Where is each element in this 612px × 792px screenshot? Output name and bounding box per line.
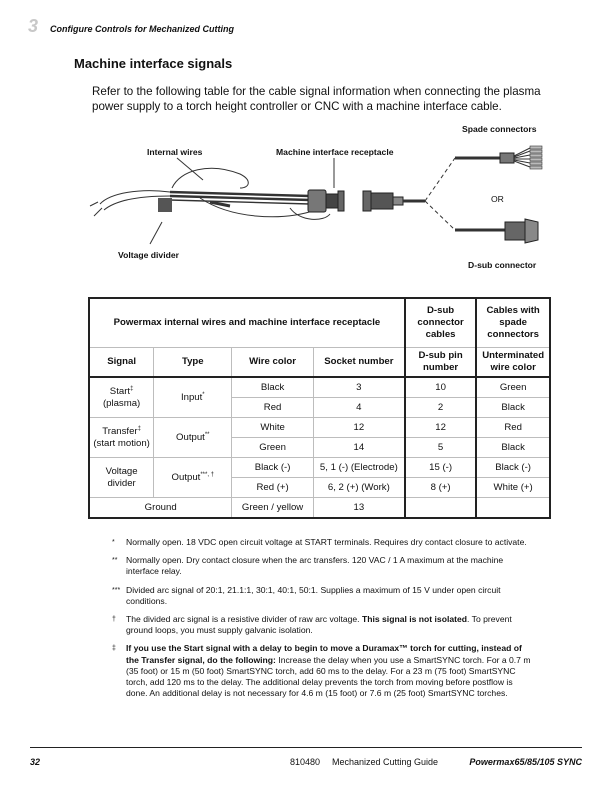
footnote (112, 537, 532, 548)
dsub-connector-cable (455, 219, 538, 243)
footnote-text: Divided arc signal of 20:1, 21.1:1, 30:1, 40:1, 50:1. Supplies a maximum of 15 V under open circuit conditions. (126, 584, 501, 606)
or-label: OR (491, 194, 504, 204)
dsub-pin-cell: 8 (+) (405, 478, 476, 498)
unterminated-cell: White (+) (476, 478, 550, 498)
wire-color-cell: Red (+) (232, 478, 313, 498)
signal-transfer: Transfer‡ (start motion) (89, 418, 154, 458)
type-output: Output** (154, 418, 232, 458)
doc-number: 810480 (290, 757, 321, 767)
footnote-mark: * (112, 539, 115, 546)
unterminated-cell: Green (476, 377, 550, 398)
page-number: 32 (30, 757, 41, 767)
col-socket-number: Socket number (313, 348, 405, 378)
dsub-cables-header: D-sub connector cables (405, 298, 476, 348)
footnote-mark: *** (112, 586, 121, 594)
signal-start: Start‡ (plasma) (89, 377, 154, 418)
footnote-text: Normally open. Dry contact closure when the arc transfers. 120 VAC / 1 A maximum at the machine interface relay. (126, 555, 504, 577)
receptacle-connector (308, 190, 344, 212)
footnote-text: Normally open. 18 VDC open circuit voltage at START terminals. Requires dry contact closure to activate. (126, 537, 527, 547)
group-header: Powermax internal wires and machine interface receptacle (89, 298, 405, 348)
spade-connectors-label: Spade connectors (462, 124, 537, 134)
socket-cell: 4 (313, 398, 405, 418)
wire-color-cell: White (232, 418, 313, 438)
wire-color-cell: Red (232, 398, 313, 418)
section-title: Machine interface signals (74, 56, 233, 71)
footnote-text: Increase the delay when you use a SmartSYNC torch. For a 0.7 m (35 foot) or 15 m (50 foot) SmartSYNC torch, add 60 ms to the delay. For a 23 m (75 foot) SmartSYNC torch, add 120 ms to the delay. The additional delay prevents the torch from moving before postflow is done. An additional delay is not necessary for 4.6 m (15 foot) or 7.6 m (25 foot) SmartSYNC torches. (126, 654, 531, 699)
spade-connector-cable (455, 146, 542, 169)
footnote (112, 643, 532, 699)
socket-cell: 3 (313, 377, 405, 398)
type-input: Input* (154, 377, 232, 418)
spade-cables-header: Cables with spade connectors (476, 298, 550, 348)
receptacle-label: Machine interface receptacle (276, 147, 394, 157)
socket-cell: 14 (313, 438, 405, 458)
footnote (112, 555, 532, 577)
signal-voltage-divider: Voltage divider (89, 458, 154, 498)
footer-rule (30, 747, 582, 748)
footnote-text: The divided arc signal is a resistive divider of raw arc voltage. (126, 614, 362, 625)
unterminated-cell: Red (476, 418, 550, 438)
footnote-mark: ‡ (112, 645, 116, 653)
footnote-text: . To prevent ground loops, you must supply galvanic isolation. (126, 614, 512, 636)
col-signal: Signal (89, 348, 154, 378)
cable-plug (363, 191, 403, 211)
voltage-divider-label: Voltage divider (118, 250, 179, 260)
dsub-pin-cell: 15 (-) (405, 458, 476, 478)
footnote (112, 585, 532, 607)
col-dsub-pin: D-sub pin number (405, 348, 476, 378)
internal-wires-label: Internal wires (147, 147, 203, 157)
footnote-mark: ** (112, 557, 118, 565)
unterminated-cell: Black (-) (476, 458, 550, 478)
footnote-mark: † (112, 616, 116, 624)
voltage-divider-leader (150, 222, 162, 244)
footnotes (112, 537, 532, 706)
socket-cell: 6, 2 (+) (Work) (313, 478, 405, 498)
wire-color-cell: Green (232, 438, 313, 458)
voltage-divider-block (158, 198, 172, 212)
col-unterminated: Unterminated wire color (476, 348, 550, 378)
dsub-connector-label: D-sub connector (468, 260, 537, 270)
wire-color-cell: Green / yellow (232, 498, 313, 519)
wire-color-cell: Black (-) (232, 458, 313, 478)
socket-cell: 13 (313, 498, 405, 519)
socket-cell: 5, 1 (-) (Electrode) (313, 458, 405, 478)
dsub-pin-cell: 12 (405, 418, 476, 438)
unterminated-cell: Black (476, 398, 550, 418)
doc-name: Mechanized Cutting Guide (332, 757, 439, 767)
chapter-title: Configure Controls for Mechanized Cutting (50, 24, 234, 34)
chapter-number: 3 (28, 16, 39, 36)
unterminated-cell (476, 498, 550, 519)
wire-color-cell: Black (232, 377, 313, 398)
socket-cell: 12 (313, 418, 405, 438)
dsub-pin-cell (405, 498, 476, 519)
dsub-pin-cell: 5 (405, 438, 476, 458)
unterminated-cell: Black (476, 438, 550, 458)
signal-ground: Ground (89, 498, 232, 519)
dsub-pin-cell: 10 (405, 377, 476, 398)
product-name: Powermax65/85/105 SYNC (469, 757, 582, 767)
footnote (112, 614, 532, 636)
col-wire-color: Wire color (232, 348, 313, 378)
dsub-pin-cell: 2 (405, 398, 476, 418)
col-type: Type (154, 348, 232, 378)
signal-table (88, 297, 551, 519)
footnote-emphasis: This signal is not isolated (361, 614, 468, 625)
type-output-divider: Output***, † (154, 458, 232, 498)
intro-paragraph: Refer to the following table for the cable signal information when connecting the plasma power supply to a torch height controller or CNC with a machine interface cable. (92, 85, 541, 113)
footnote-emphasis: If you use the Start signal with a delay to begin to move a Duramax™ torch for cutting, instead of the Transfer signal, do the following: (126, 643, 522, 665)
